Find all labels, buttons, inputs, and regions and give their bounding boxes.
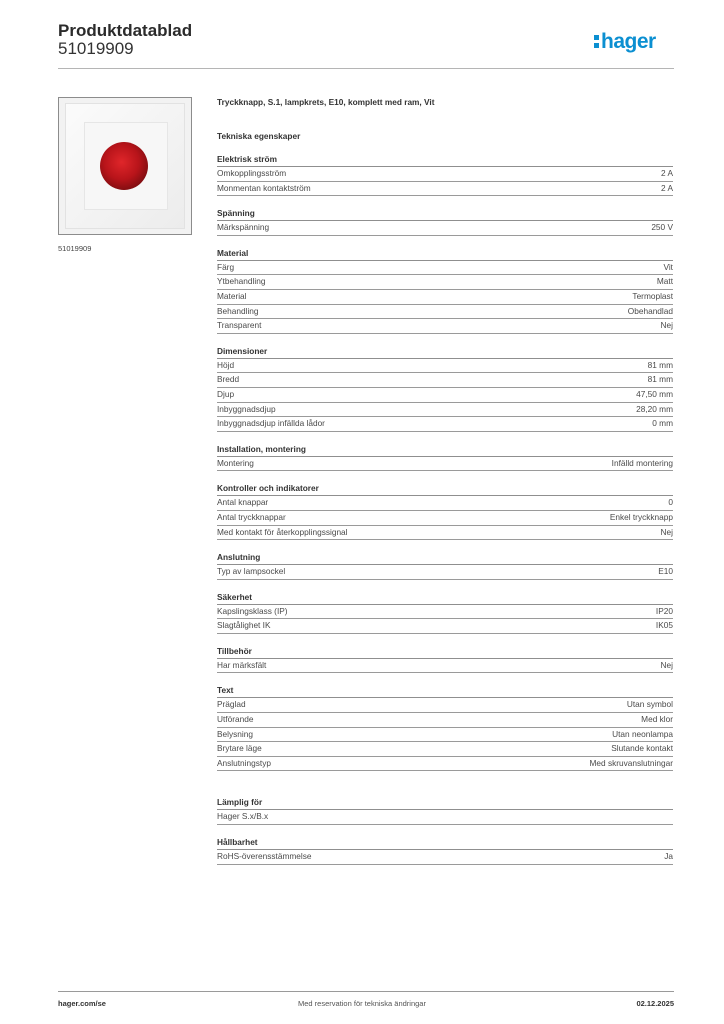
spec-value: Infälld montering xyxy=(611,457,673,468)
spec-row xyxy=(217,810,673,825)
spec-row xyxy=(217,305,673,320)
spec-row xyxy=(217,757,673,772)
spec-label: Omkopplingsström xyxy=(217,168,287,178)
spec-row xyxy=(217,373,673,388)
section-title: Hållbarhet xyxy=(217,837,673,850)
spec-section xyxy=(217,685,673,771)
spec-section xyxy=(217,592,673,634)
spec-row xyxy=(217,728,673,743)
spec-row xyxy=(217,698,673,713)
spec-value: Slutande kontakt xyxy=(611,743,673,754)
section-title: Material xyxy=(217,248,673,261)
spec-section xyxy=(217,444,673,472)
spec-value: Nej xyxy=(660,526,673,537)
spec-section xyxy=(217,208,673,236)
spec-section xyxy=(217,483,673,540)
spec-row xyxy=(217,275,673,290)
spec-label: Brytare läge xyxy=(217,743,262,754)
section-title: Lämplig för xyxy=(217,797,673,810)
spec-heading: Tekniska egenskaper xyxy=(217,131,301,141)
spec-row xyxy=(217,526,673,541)
spec-row xyxy=(217,403,673,418)
spec-label: Märkspänning xyxy=(217,222,270,233)
spec-value: IK05 xyxy=(655,620,673,631)
spec-label: Inbyggnadsdjup infällda lådor xyxy=(217,418,325,429)
spec-label: Hager S.x/B.x xyxy=(217,811,269,822)
spec-value: Obehandlad xyxy=(627,305,673,316)
spec-label: Anslutningstyp xyxy=(217,757,271,768)
spec-row xyxy=(217,496,673,511)
spec-label: Utförande xyxy=(217,714,254,725)
spec-content xyxy=(217,96,673,865)
spec-value: Termoplast xyxy=(632,290,673,301)
product-description: Tryckknapp, S.1, lampkrets, E10, komplett med ram, Vit xyxy=(217,97,435,107)
spec-value: Nej xyxy=(660,659,673,670)
section-title: Text xyxy=(217,685,673,698)
spec-label: Antal knappar xyxy=(217,497,269,508)
footer-divider xyxy=(58,991,674,992)
spec-label: Belysning xyxy=(217,728,253,739)
spec-value: 2 A xyxy=(661,182,673,193)
spec-row xyxy=(217,167,673,182)
spec-row xyxy=(217,713,673,728)
spec-label: Montering xyxy=(217,457,254,468)
spec-label: Med kontakt för återkopplingssignal xyxy=(217,526,348,537)
spec-row xyxy=(217,290,673,305)
spec-label: RoHS-överensstämmelse xyxy=(217,851,312,862)
spec-label: Höjd xyxy=(217,359,235,370)
spec-label: Behandling xyxy=(217,305,259,316)
spec-row xyxy=(217,565,673,580)
spec-label: Antal tryckknappar xyxy=(217,511,286,522)
spec-value: Med skruvanslutningar xyxy=(589,757,673,768)
spec-value: 0 mm xyxy=(652,418,673,429)
section-title: Tillbehör xyxy=(217,646,673,659)
spec-value: Ja xyxy=(664,851,673,862)
spec-section xyxy=(217,646,673,674)
section-title: Anslutning xyxy=(217,552,673,565)
spec-label: Färg xyxy=(217,261,235,272)
spec-row xyxy=(217,319,673,334)
spec-section xyxy=(217,837,673,865)
spec-value: E10 xyxy=(658,566,673,577)
spec-value: 81 mm xyxy=(647,359,673,370)
footer-date: 02.12.2025 xyxy=(636,999,674,1008)
spec-label: Präglad xyxy=(217,699,246,710)
section-title: Spänning xyxy=(217,208,673,221)
spec-value: 47,50 mm xyxy=(636,388,673,399)
section-title: Elektrisk ström xyxy=(217,154,673,167)
spec-value: 0 xyxy=(668,497,673,508)
spec-row xyxy=(217,742,673,757)
spec-row xyxy=(217,261,673,276)
spec-value: 28,20 mm xyxy=(636,403,673,414)
spec-value: 250 V xyxy=(651,222,673,233)
image-caption: 51019909 xyxy=(58,244,92,253)
spec-value: IP20 xyxy=(655,605,673,616)
spec-row xyxy=(217,221,673,236)
red-indicator-lens xyxy=(100,142,148,190)
section-title: Kontroller och indikatorer xyxy=(217,483,673,496)
spec-label: Ytbehandling xyxy=(217,276,266,287)
footer-website: hager.com/se xyxy=(58,999,106,1008)
spec-section xyxy=(217,248,673,334)
spec-row xyxy=(217,850,673,865)
page-title: Produktdatablad xyxy=(58,21,193,40)
footer-disclaimer: Med reservation för tekniska ändringar xyxy=(298,999,426,1008)
spec-value: Matt xyxy=(656,276,673,287)
spec-label: Bredd xyxy=(217,374,240,385)
spec-row xyxy=(217,619,673,634)
spec-label: Inbyggnadsdjup xyxy=(217,403,276,414)
spec-label: Kapslingsklass (IP) xyxy=(217,605,288,616)
spec-row xyxy=(217,417,673,432)
spec-section xyxy=(217,797,673,825)
spec-label: Slagtålighet IK xyxy=(217,620,271,631)
header-divider xyxy=(58,68,674,69)
spec-row xyxy=(217,659,673,674)
spec-value: Vit xyxy=(663,261,673,272)
spec-label: Har märksfält xyxy=(217,659,267,670)
spec-row xyxy=(217,388,673,403)
spec-row xyxy=(217,511,673,526)
spec-value: Utan symbol xyxy=(626,699,673,710)
section-title: Installation, montering xyxy=(217,444,673,457)
spec-value: Nej xyxy=(660,320,673,331)
product-number: 51019909 xyxy=(58,39,134,58)
spec-label: Transparent xyxy=(217,320,262,331)
spec-value: 2 A xyxy=(661,168,673,178)
spec-value: 81 mm xyxy=(647,374,673,385)
section-title: Dimensioner xyxy=(217,346,673,359)
spec-label: Typ av lampsockel xyxy=(217,566,286,577)
spec-row xyxy=(217,182,673,197)
spec-value: Utan neonlampa xyxy=(612,728,673,739)
spec-sections xyxy=(217,154,673,865)
spec-row xyxy=(217,457,673,472)
svg-text:hager: hager xyxy=(601,30,656,53)
spec-section xyxy=(217,154,673,196)
spec-section xyxy=(217,552,673,580)
section-title: Säkerhet xyxy=(217,592,673,605)
spec-value: Enkel tryckknapp xyxy=(609,511,673,522)
spec-label: Djup xyxy=(217,388,235,399)
spec-section xyxy=(217,346,673,432)
product-image xyxy=(58,97,192,235)
spec-row xyxy=(217,359,673,374)
spec-value: Med klor xyxy=(641,714,673,725)
spec-label: Monmentan kontaktström xyxy=(217,182,311,193)
hager-logo xyxy=(592,26,674,58)
spec-row xyxy=(217,605,673,620)
spec-label: Material xyxy=(217,290,247,301)
